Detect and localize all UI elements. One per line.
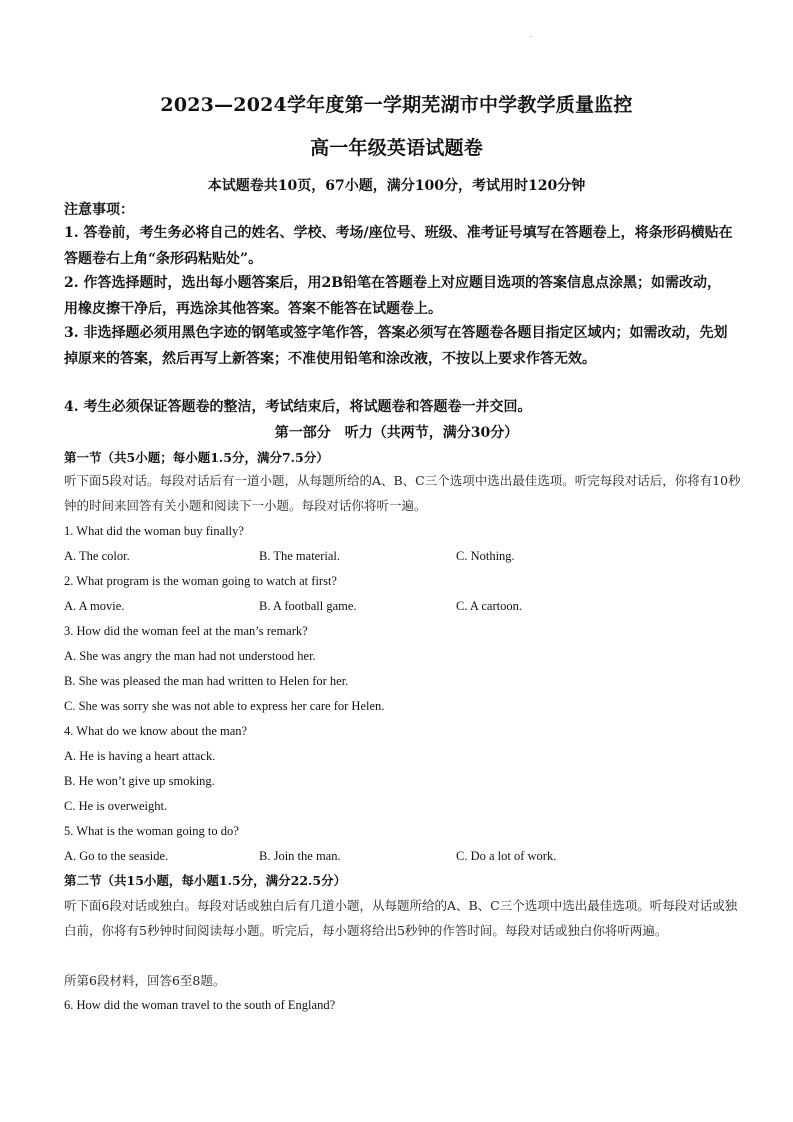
option-c: C. Nothing. [456, 549, 515, 563]
notice-heading: 注意事项： [64, 202, 134, 218]
scan-mark [530, 36, 532, 37]
material-note: 所第6段材料，回答6至8题。 [64, 973, 226, 988]
option-a: A. She was angry the man had not understood her. [64, 649, 316, 663]
section-title: 第二节（共15小题，每小题1.5分，满分22.5分） [64, 873, 347, 888]
section-instructions: 听下面6段对话或独白。每段对话或独白后有几道小题，从每题所给的A、B、C三个选项中选出最佳选项。听每段对话或独白前，你将有5秒钟时间阅读每小题。听完后，每小题将给出5秒钟的作答时间。每段对话或独白你将听两遍。 [64, 898, 738, 938]
option-a: A. A movie. [64, 599, 125, 613]
option-b: B. A football game. [259, 599, 357, 613]
section-title: 第一节（共5小题；每小题1.5分，满分7.5分） [64, 450, 329, 465]
option-a: A. The color. [64, 549, 130, 563]
option-b: B. The material. [259, 549, 340, 563]
notice-item: 3. 非选择题必须用黑色字迹的钢笔或签字笔作答，答案必须写在答题卷各题目指定区域内；如需改动，先划掉原来的答案，然后再写上新答案；不准使用铅笔和涂改液，不按以上要求作答无效。 [64, 325, 728, 367]
option-a: A. Go to the seaside. [64, 849, 169, 863]
option-c: C. Do a lot of work. [456, 849, 557, 863]
notice-item: 4. 考生必须保证答题卷的整洁，考试结束后，将试题卷和答题卷一并交回。 [64, 399, 532, 415]
option-c: C. He is overweight. [64, 799, 168, 813]
notice-item: 2. 作答选择题时，选出每小题答案后，用2B铅笔在答题卷上对应题目选项的答案信息点涂黑；如需改动，用橡皮擦干净后，再选涂其他答案。答案不能答在试题卷上。 [64, 275, 722, 317]
option-a: A. He is having a heart attack. [64, 749, 216, 763]
notice-item: 1. 答卷前，考生务必将自己的姓名、学校、考场/座位号、班级、准考证号填写在答题卷上，将条形码横贴在答题卷右上角“条形码粘贴处”。 [64, 225, 733, 267]
exam-title: 2023—2024学年度第一学期芜湖市中学教学质量监控 [160, 94, 633, 116]
part-title: 第一部分 听力（共两节，满分30分） [274, 425, 519, 441]
option-b: B. He won’t give up smoking. [64, 774, 215, 788]
section-instructions: 听下面5段对话。每段对话后有一道小题，从每题所给的A、B、C三个选项中选出最佳选项。听完每段对话后，你将有10秒钟的时间来回答有关小题和阅读下一小题。每段对话你将听一遍。 [64, 473, 741, 513]
exam-info: 本试题卷共10页，67小题，满分100分，考试用时120分钟 [207, 178, 586, 194]
option-c: C. A cartoon. [456, 599, 522, 613]
option-b: B. She was pleased the man had written to Helen for her. [64, 674, 349, 688]
option-c: C. She was sorry she was not able to express her care for Helen. [64, 699, 385, 713]
question-stem: 6. How did the woman travel to the south of England? [64, 998, 336, 1012]
option-b: B. Join the man. [259, 849, 341, 863]
question-stem: 3. How did the woman feel at the man’s remark? [64, 624, 308, 638]
question-stem: 1. What did the woman buy finally? [64, 524, 244, 538]
exam-subtitle: 高一年级英语试题卷 [310, 137, 483, 159]
question-stem: 4. What do we know about the man? [64, 724, 248, 738]
question-stem: 2. What program is the woman going to watch at first? [64, 574, 337, 588]
question-stem: 5. What is the woman going to do? [64, 824, 239, 838]
